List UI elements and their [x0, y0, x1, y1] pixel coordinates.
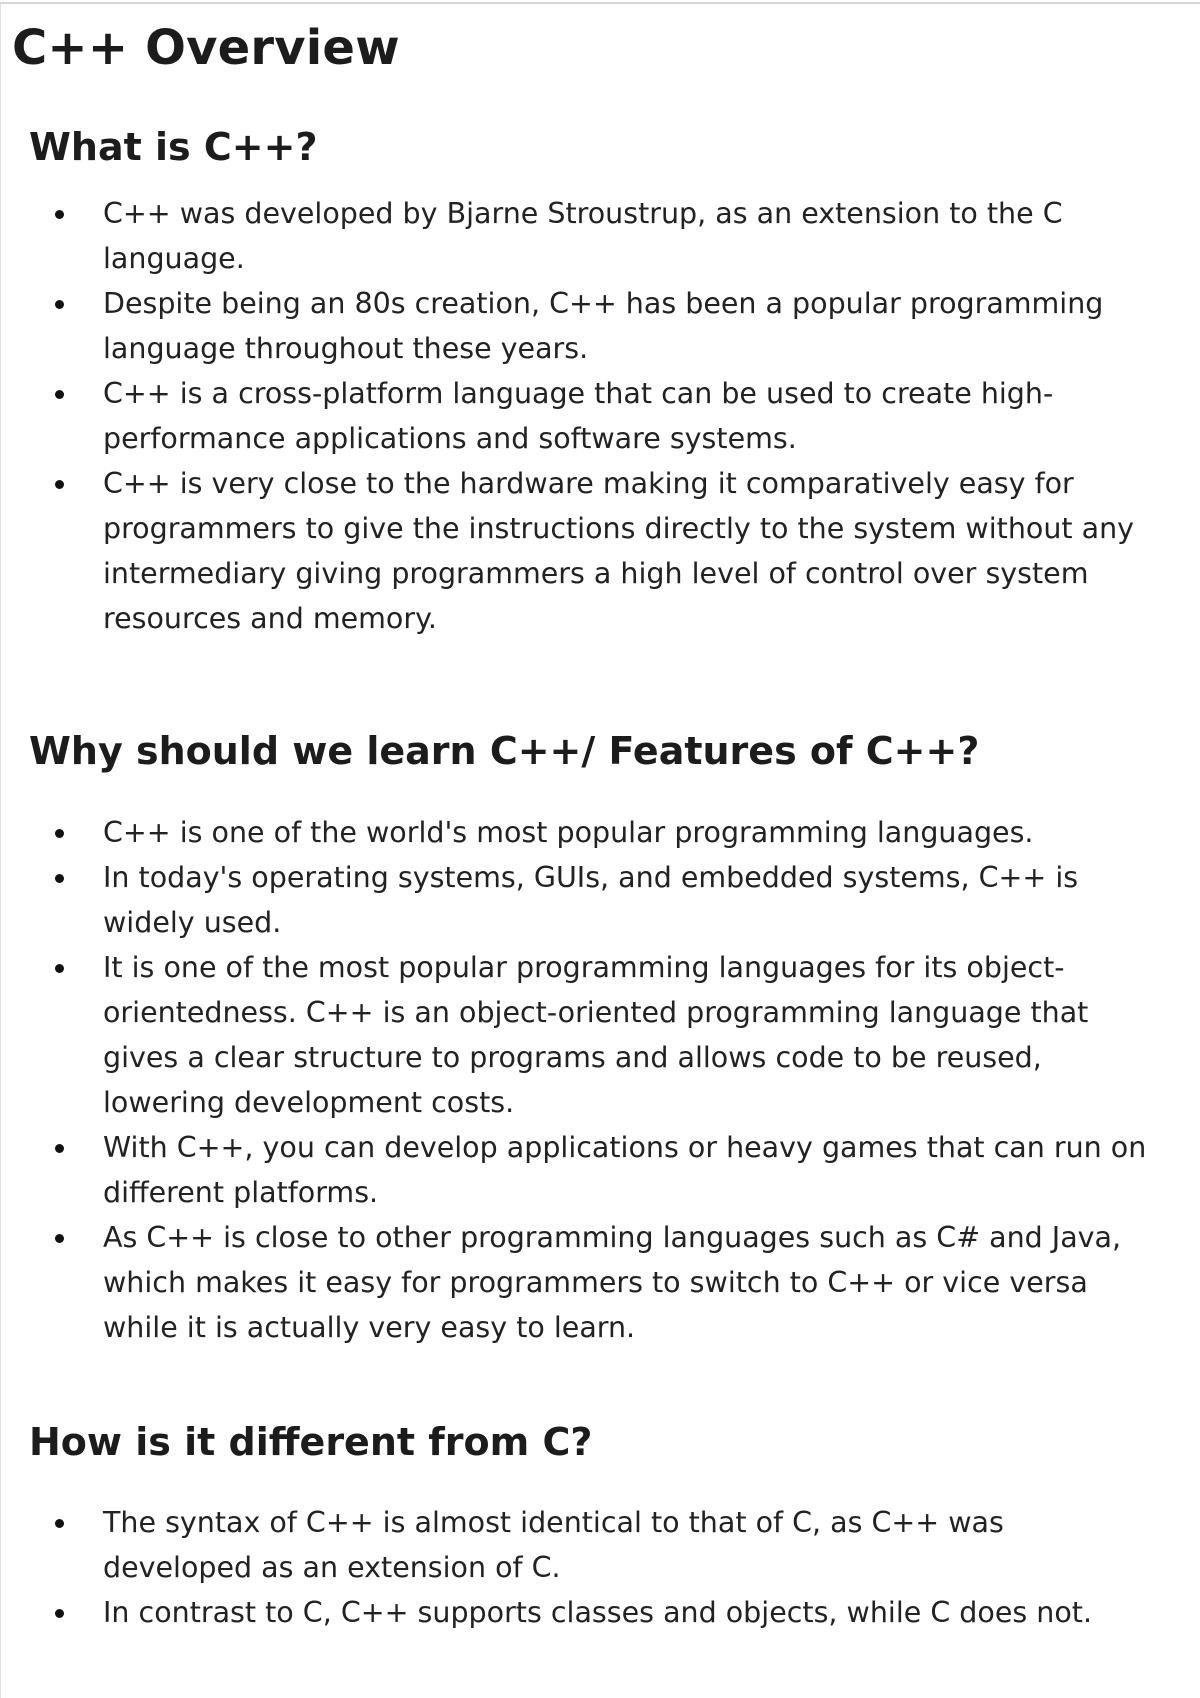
- bullet-icon: [55, 829, 64, 838]
- list-item: C++ was developed by Bjarne Stroustrup, as an extension to the C language.: [0, 191, 1200, 281]
- bullet-icon: [55, 1144, 64, 1153]
- top-divider: [0, 2, 1200, 4]
- list-item: C++ is one of the world's most popular programming languages.: [0, 810, 1200, 855]
- bullet-icon: [55, 480, 64, 489]
- section-heading-what-is: What is C++?: [29, 125, 318, 169]
- list-item: C++ is a cross-platform language that can be used to create high-performance applications and software systems.: [0, 371, 1200, 461]
- bullet-icon: [55, 300, 64, 309]
- page-title: C++ Overview: [12, 20, 400, 76]
- list-item: The syntax of C++ is almost identical to that of C, as C++ was developed as an extension of C.: [0, 1500, 1200, 1590]
- bullet-icon: [55, 390, 64, 399]
- list-item: In today's operating systems, GUIs, and embedded systems, C++ is widely used.: [0, 855, 1200, 945]
- list-item: In contrast to C, C++ supports classes and objects, while C does not.: [0, 1590, 1200, 1635]
- list-item: With C++, you can develop applications or heavy games that can run on different platforms.: [0, 1125, 1200, 1215]
- bullet-icon: [55, 1609, 64, 1618]
- list-item: As C++ is close to other programming languages such as C# and Java, which makes it easy for programmers to switch to C++ or vice versa while it is actually very easy to learn.: [0, 1215, 1200, 1350]
- list-item: Despite being an 80s creation, C++ has been a popular programming language throughout these years.: [0, 281, 1200, 371]
- section-heading-why-learn: Why should we learn C++/ Features of C++?: [29, 729, 980, 773]
- bullet-icon: [55, 874, 64, 883]
- section-list-difference: [0, 1500, 1200, 1635]
- section-heading-difference: How is it different from C?: [29, 1420, 593, 1464]
- bullet-icon: [55, 1519, 64, 1528]
- list-item: C++ is very close to the hardware making it comparatively easy for programmers to give the instructions directly to the system without any intermediary giving programmers a high level of control over system resources and memory.: [0, 461, 1200, 641]
- bullet-icon: [55, 964, 64, 973]
- list-item: It is one of the most popular programming languages for its object-orientedness. C++ is an object-oriented programming language that gives a clear structure to programs and allows code to be reused, lowering development costs.: [0, 945, 1200, 1125]
- bullet-icon: [55, 1234, 64, 1243]
- section-list-what-is: [0, 191, 1200, 641]
- section-list-why-learn: [0, 810, 1200, 1350]
- bullet-icon: [55, 210, 64, 219]
